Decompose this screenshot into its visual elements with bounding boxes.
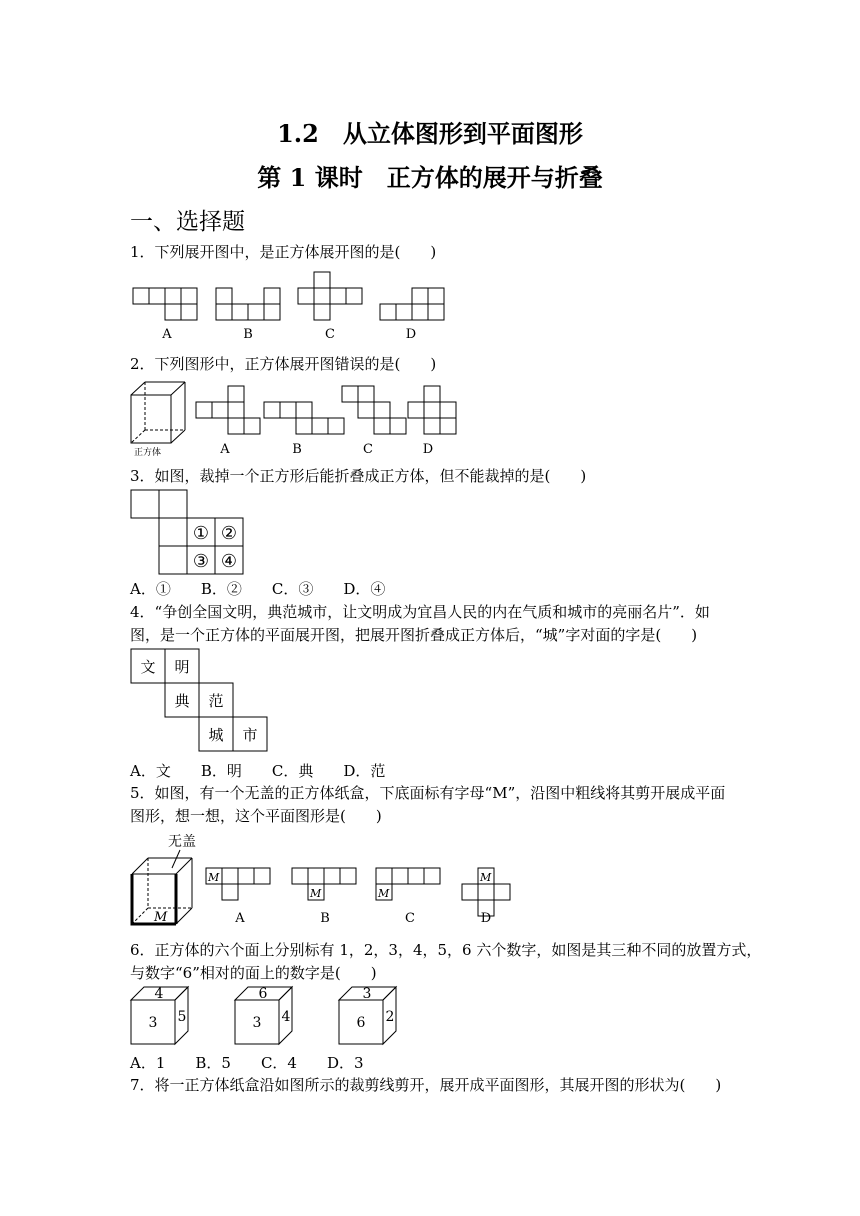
q1-label-c: C: [325, 327, 335, 342]
q3-cell-3: ③: [192, 551, 210, 572]
q1-net-a: [133, 288, 197, 320]
q4-figure: [130, 648, 270, 758]
q4-stem-line1: 4．“争创全国文明，典范城市，让文明成为宜昌人民的内在气质和城市的亮丽名片”．如: [130, 603, 710, 621]
q2-stem: 2．下列图形中，正方体展开图错误的是( ): [130, 355, 437, 373]
q7-stem: 7．将一正方体纸盒沿如图所示的裁剪线剪开，展开成平面图形，其展开图的形状为( ): [130, 1076, 722, 1094]
q3-options: A．① B．② C．③ D．④: [130, 580, 386, 598]
q1-net-d: [380, 288, 444, 320]
q4-cell-shi: 市: [242, 726, 258, 744]
q6-cube-2-top: 6: [258, 986, 268, 1002]
q2-net-d: [408, 386, 456, 434]
q6-stem-line1: 6．正方体的六个面上分别标有 1，2，3，4，5，6 六个数字，如图是其三种不同的放置方式，: [130, 941, 762, 959]
q5-net-a: [206, 868, 270, 900]
q3-cell-2: ②: [220, 523, 238, 544]
q2-label-b: B: [292, 442, 302, 457]
q5-figure: [128, 830, 528, 930]
q6-cube-1-top: 4: [154, 986, 164, 1002]
page-title: 1.2 从立体图形到平面图形: [277, 119, 583, 148]
q6-cube-3-side: 2: [385, 1009, 395, 1025]
q5-box-label: 无盖: [168, 834, 196, 850]
q5-label-b: B: [320, 911, 330, 926]
q5-net-d-letter: M: [480, 871, 492, 884]
q1-label-d: D: [405, 327, 417, 342]
q5-box-letter: M: [154, 910, 168, 925]
q5-label-d: D: [480, 911, 492, 926]
q1-net-b: [216, 288, 280, 320]
q6-cube-1-side: 5: [177, 1009, 187, 1025]
q6-cube-2-side: 4: [281, 1009, 291, 1025]
q2-net-b: [264, 402, 344, 434]
q2-net-a: [196, 386, 260, 434]
q2-net-c: [342, 386, 406, 434]
q5-net-c-letter: M: [378, 887, 390, 900]
q4-stem-line2: 图，是一个正方体的平面展开图，把展开图折叠成正方体后，“城”字对面的字是( ): [130, 626, 698, 644]
q1-stem: 1．下列展开图中，是正方体展开图的是( ): [130, 243, 437, 261]
q4-cell-cheng: 城: [208, 726, 224, 744]
q4-cell-wen: 文: [140, 658, 156, 676]
q6-cube-3-front: 6: [356, 1015, 366, 1031]
q5-stem-line2: 图形，想一想，这个平面图形是( ): [130, 807, 382, 825]
q4-options: A．文 B．明 C．典 D．范: [130, 762, 386, 780]
q2-label-c: C: [363, 442, 373, 457]
section-heading: 一、选择题: [130, 209, 245, 235]
q4-cell-dian: 典: [174, 692, 190, 710]
q3-stem: 3．如图，裁掉一个正方形后能折叠成正方体，但不能裁掉的是( ): [130, 467, 587, 485]
q5-net-b: [292, 868, 356, 900]
q2-label-a: A: [220, 442, 230, 457]
q6-stem-line2: 与数字“6”相对的面上的数字是( ): [130, 964, 377, 982]
q5-label-c: C: [405, 911, 415, 926]
q5-net-d: [462, 868, 510, 916]
q5-label-a: A: [235, 911, 245, 926]
q5-box-drawing: [132, 858, 192, 925]
q6-cube-3-top: 3: [362, 986, 372, 1002]
q2-label-d: D: [422, 442, 434, 457]
q6-cube-2-front: 3: [252, 1015, 262, 1031]
q1-label-a: A: [162, 327, 172, 342]
q5-net-b-letter: M: [310, 887, 322, 900]
q6-cube-1-front: 3: [148, 1015, 158, 1031]
q1-net-c: [298, 272, 362, 320]
q3-figure: [130, 489, 250, 579]
q5-net-a-letter: M: [208, 871, 220, 884]
q4-cell-fan: 范: [208, 692, 224, 710]
q1-figure: [130, 270, 450, 340]
q4-cell-ming: 明: [174, 658, 190, 676]
page-subtitle: 第 1 课时 正方体的展开与折叠: [257, 163, 603, 192]
q5-net-c: [376, 868, 440, 900]
q3-cell-1: ①: [192, 523, 210, 544]
q2-figure: [128, 380, 448, 460]
q1-label-b: B: [243, 327, 253, 342]
q2-cube-caption: 正方体: [134, 448, 162, 458]
q2-cube-drawing: [131, 382, 185, 443]
q3-cell-4: ④: [220, 551, 238, 572]
q5-stem-line1: 5．如图，有一个无盖的正方体纸盒，下底面标有字母“M”，沿图中粗线将其剪开展成平面: [130, 784, 726, 802]
q6-figure: [130, 985, 410, 1055]
q6-options: A．1 B．5 C．4 D．3: [130, 1054, 364, 1072]
